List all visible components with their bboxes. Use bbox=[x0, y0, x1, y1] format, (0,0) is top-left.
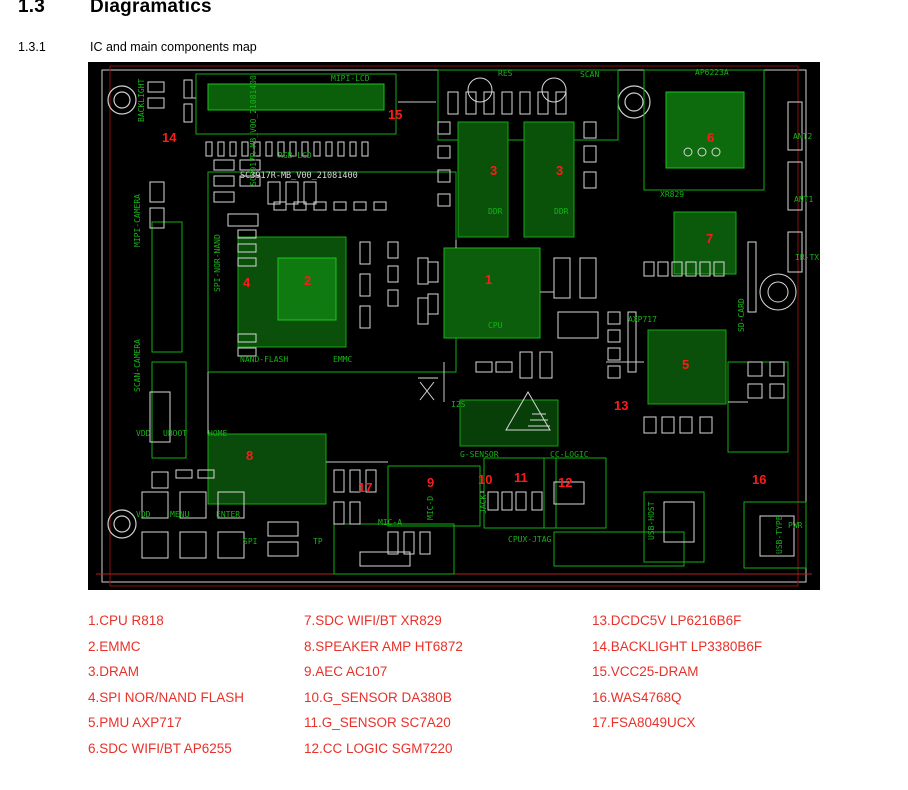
svg-text:ANT1: ANT1 bbox=[794, 195, 814, 204]
svg-text:UBOOT: UBOOT bbox=[163, 429, 188, 438]
svg-text:IR-TX: IR-TX bbox=[795, 253, 820, 262]
page-title bbox=[18, 0, 212, 18]
svg-text:3: 3 bbox=[490, 163, 498, 178]
svg-text:DDR: DDR bbox=[554, 207, 569, 216]
legend-item: 16.WAS4768Q bbox=[592, 689, 682, 705]
svg-text:17: 17 bbox=[358, 480, 373, 495]
svg-text:ENTER: ENTER bbox=[216, 510, 241, 519]
svg-text:VDD: VDD bbox=[136, 429, 151, 438]
svg-text:10: 10 bbox=[478, 472, 493, 487]
legend-item: 14.BACKLIGHT LP3380B6F bbox=[592, 638, 763, 654]
legend-item: 8.SPEAKER AMP HT6872 bbox=[304, 638, 463, 654]
svg-text:MIPI-LCD: MIPI-LCD bbox=[331, 74, 370, 83]
svg-text:8: 8 bbox=[246, 448, 254, 463]
svg-text:6: 6 bbox=[707, 130, 715, 145]
svg-text:7: 7 bbox=[706, 231, 714, 246]
legend-item: 6.SDC WIFI/BT AP6255 bbox=[88, 740, 232, 756]
svg-text:PWR: PWR bbox=[788, 521, 803, 530]
pcb-component-map bbox=[88, 62, 820, 590]
legend-item: 7.SDC WIFI/BT XR829 bbox=[304, 613, 442, 628]
svg-text:G-SENSOR: G-SENSOR bbox=[460, 450, 499, 459]
svg-text:VDD: VDD bbox=[136, 510, 151, 519]
svg-text:HOME: HOME bbox=[208, 429, 228, 438]
svg-text:11: 11 bbox=[514, 470, 528, 485]
svg-text:4: 4 bbox=[243, 275, 251, 290]
svg-text:15: 15 bbox=[388, 107, 403, 122]
legend-item: 3.DRAM bbox=[88, 664, 140, 679]
section-number: 1.3 bbox=[18, 0, 46, 17]
subsection-label: IC and main components map bbox=[90, 40, 257, 54]
legend-column-3 bbox=[592, 608, 762, 736]
svg-text:CPUX-JTAG: CPUX-JTAG bbox=[508, 535, 552, 544]
svg-text:SCAN-CAMERA: SCAN-CAMERA bbox=[133, 339, 142, 392]
svg-text:EMMC: EMMC bbox=[333, 355, 353, 364]
legend-item: 2.EMMC bbox=[88, 638, 141, 654]
pcb-diagram-svg bbox=[88, 62, 820, 590]
svg-text:TP: TP bbox=[313, 537, 323, 546]
svg-text:14: 14 bbox=[162, 130, 177, 145]
section-title: Diagramatics bbox=[90, 0, 212, 17]
svg-text:XR829: XR829 bbox=[660, 190, 685, 199]
svg-text:SPI-NOR-NAND: SPI-NOR-NAND bbox=[213, 234, 222, 292]
legend-item: 17.FSA8049UCX bbox=[592, 715, 696, 730]
svg-text:9: 9 bbox=[427, 475, 435, 490]
legend-item: 5.PMU AXP717 bbox=[88, 715, 182, 730]
svg-text:AXP717: AXP717 bbox=[628, 315, 657, 324]
svg-text:12: 12 bbox=[558, 475, 573, 490]
legend-item: 15.VCC25-DRAM bbox=[592, 664, 699, 679]
svg-text:MIC-A: MIC-A bbox=[378, 518, 403, 527]
svg-text:MENU: MENU bbox=[170, 510, 190, 519]
svg-text:MIPI-CAMERA: MIPI-CAMERA bbox=[133, 194, 142, 247]
svg-text:NAND-FLASH: NAND-FLASH bbox=[240, 355, 289, 364]
svg-text:ANT2: ANT2 bbox=[793, 132, 813, 141]
legend-item: 9.AEC AC107 bbox=[304, 664, 388, 679]
svg-text:1: 1 bbox=[485, 272, 493, 287]
svg-text:SPI: SPI bbox=[243, 537, 258, 546]
legend-column-2 bbox=[304, 608, 463, 761]
legend-item: 11.G_SENSOR SC7A20 bbox=[304, 715, 451, 730]
svg-text:RES: RES bbox=[498, 69, 513, 78]
svg-text:16: 16 bbox=[752, 472, 767, 487]
svg-text:SC3917R-MB_V00_21081400: SC3917R-MB_V00_21081400 bbox=[240, 171, 358, 181]
svg-text:2: 2 bbox=[304, 273, 312, 288]
svg-text:SC3917R-MB_V00_21081400: SC3917R-MB_V00_21081400 bbox=[249, 75, 258, 186]
svg-text:SD-CARD: SD-CARD bbox=[737, 298, 746, 332]
subsection-number: 1.3.1 bbox=[18, 40, 46, 54]
legend-item: 12.CC LOGIC SGM7220 bbox=[304, 740, 453, 756]
legend-item: 4.SPI NOR/NAND FLASH bbox=[88, 689, 245, 705]
svg-text:USB-TYPE: USB-TYPE bbox=[775, 515, 784, 554]
svg-text:DDR: DDR bbox=[488, 207, 503, 216]
svg-text:5: 5 bbox=[682, 357, 690, 372]
svg-text:SCAN: SCAN bbox=[580, 70, 600, 79]
svg-text:RGB-LCD: RGB-LCD bbox=[278, 151, 312, 160]
legend-item: 1.CPU R818 bbox=[88, 613, 164, 628]
subsection-title bbox=[18, 40, 257, 54]
svg-text:3: 3 bbox=[556, 163, 564, 178]
svg-text:JACK: JACK bbox=[479, 494, 488, 514]
svg-text:CPU: CPU bbox=[488, 321, 503, 330]
legend-column-1 bbox=[88, 608, 244, 761]
svg-text:AP6223A: AP6223A bbox=[695, 68, 729, 77]
svg-text:I2S: I2S bbox=[451, 400, 466, 409]
legend-item: 10.G_SENSOR DA380B bbox=[304, 689, 452, 705]
svg-text:BACKLIGHT: BACKLIGHT bbox=[137, 78, 146, 122]
legend-item: 13.DCDC5V LP6216B6F bbox=[592, 613, 742, 628]
svg-text:MIC-D: MIC-D bbox=[426, 495, 435, 520]
svg-text:USB-HOST: USB-HOST bbox=[647, 501, 656, 540]
svg-text:13: 13 bbox=[614, 398, 629, 413]
svg-text:CC-LOGIC: CC-LOGIC bbox=[550, 450, 589, 459]
